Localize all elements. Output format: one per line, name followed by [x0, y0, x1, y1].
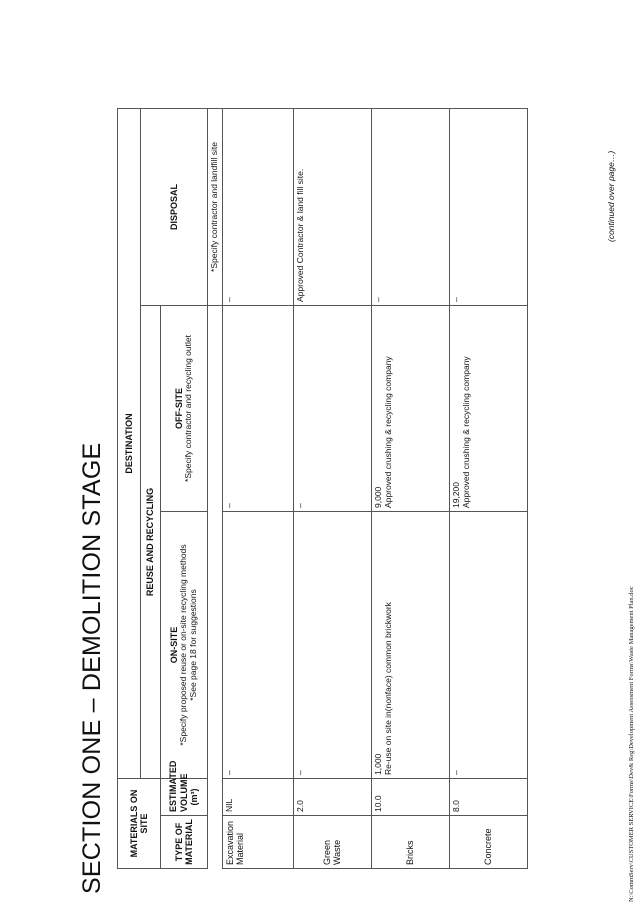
off-site-volume: –: [294, 503, 305, 508]
waste-table: [117, 108, 528, 869]
disposal-value: –: [222, 108, 293, 305]
on-site-header: [161, 512, 208, 779]
file-path-footer: N:\CommServ\CUSTOMER SERVICE\Forms\Dev& Reg\Development Assessment Forms\Waste Management Plan.doc: [628, 586, 635, 902]
on-site-note-1: *Specify proposed reuse or on-site recycling methods: [178, 544, 189, 746]
reuse-recycling-header: REUSE AND RECYCLING: [141, 306, 161, 779]
volume-unit-label: (m³): [189, 788, 200, 806]
on-site-label: ON-SITE: [169, 626, 180, 664]
material-type: Green Waste: [293, 816, 371, 869]
type-of-material-label: TYPE OF MATERIAL: [173, 819, 194, 865]
on-site-note-2: *See page 18 for suggestions: [188, 589, 199, 701]
material-volume: 8.0: [449, 779, 527, 816]
off-site-value: [293, 306, 371, 512]
off-site-value: [222, 306, 293, 512]
materials-header: MATERIALS ON SITE: [118, 779, 161, 869]
material-type: Concrete: [449, 816, 527, 869]
off-site-volume: 19,200: [450, 482, 461, 508]
destination-header: DESTINATION: [118, 108, 141, 778]
off-site-outlet: Approved crushing & recycling company: [382, 356, 393, 508]
off-site-value: [371, 306, 449, 512]
material-volume: 2.0: [293, 779, 371, 816]
on-site-value: 1,000 Re-use on site in(nonface) common brickwork: [371, 512, 449, 779]
off-site-value: [449, 306, 527, 512]
material-volume: NIL: [222, 779, 293, 816]
disposal-label: DISPOSAL: [168, 183, 179, 230]
disposal-note-cell: [208, 108, 223, 305]
disposal-value: –: [449, 108, 527, 305]
estimated-volume-header: [161, 760, 208, 816]
table-row: [293, 108, 371, 868]
off-site-volume: –: [223, 503, 234, 508]
disposal-header: [141, 108, 208, 305]
continued-note: (continued over page…): [606, 150, 616, 242]
on-site-value: –: [222, 512, 293, 779]
material-volume: 10.0: [371, 779, 449, 816]
table-row: [371, 108, 449, 868]
off-site-outlet: Approved crushing & recycling company: [460, 356, 471, 508]
on-site-value: –: [449, 512, 527, 779]
disposal-note: *Specify contractor and landfill site: [209, 142, 219, 272]
material-type: Bricks: [371, 816, 449, 869]
disposal-value: Approved Contractor & land fill site.: [293, 108, 371, 305]
type-of-material-header: [161, 816, 208, 869]
disposal-value: –: [371, 108, 449, 305]
table-row: [449, 108, 527, 868]
off-site-note: *Specify contractor and recycling outlet: [183, 335, 194, 482]
off-site-label: OFF-SITE: [173, 388, 184, 429]
on-site-value: –: [293, 512, 371, 779]
material-type: Excavation Material: [222, 816, 293, 869]
off-site-volume: 9,000: [372, 486, 383, 508]
estimated-volume-label: ESTIMATED VOLUME: [168, 760, 189, 812]
table-row: [222, 108, 293, 868]
page-title: SECTION ONE – DEMOLITION STAGE: [78, 442, 106, 894]
off-site-header: [161, 306, 208, 512]
